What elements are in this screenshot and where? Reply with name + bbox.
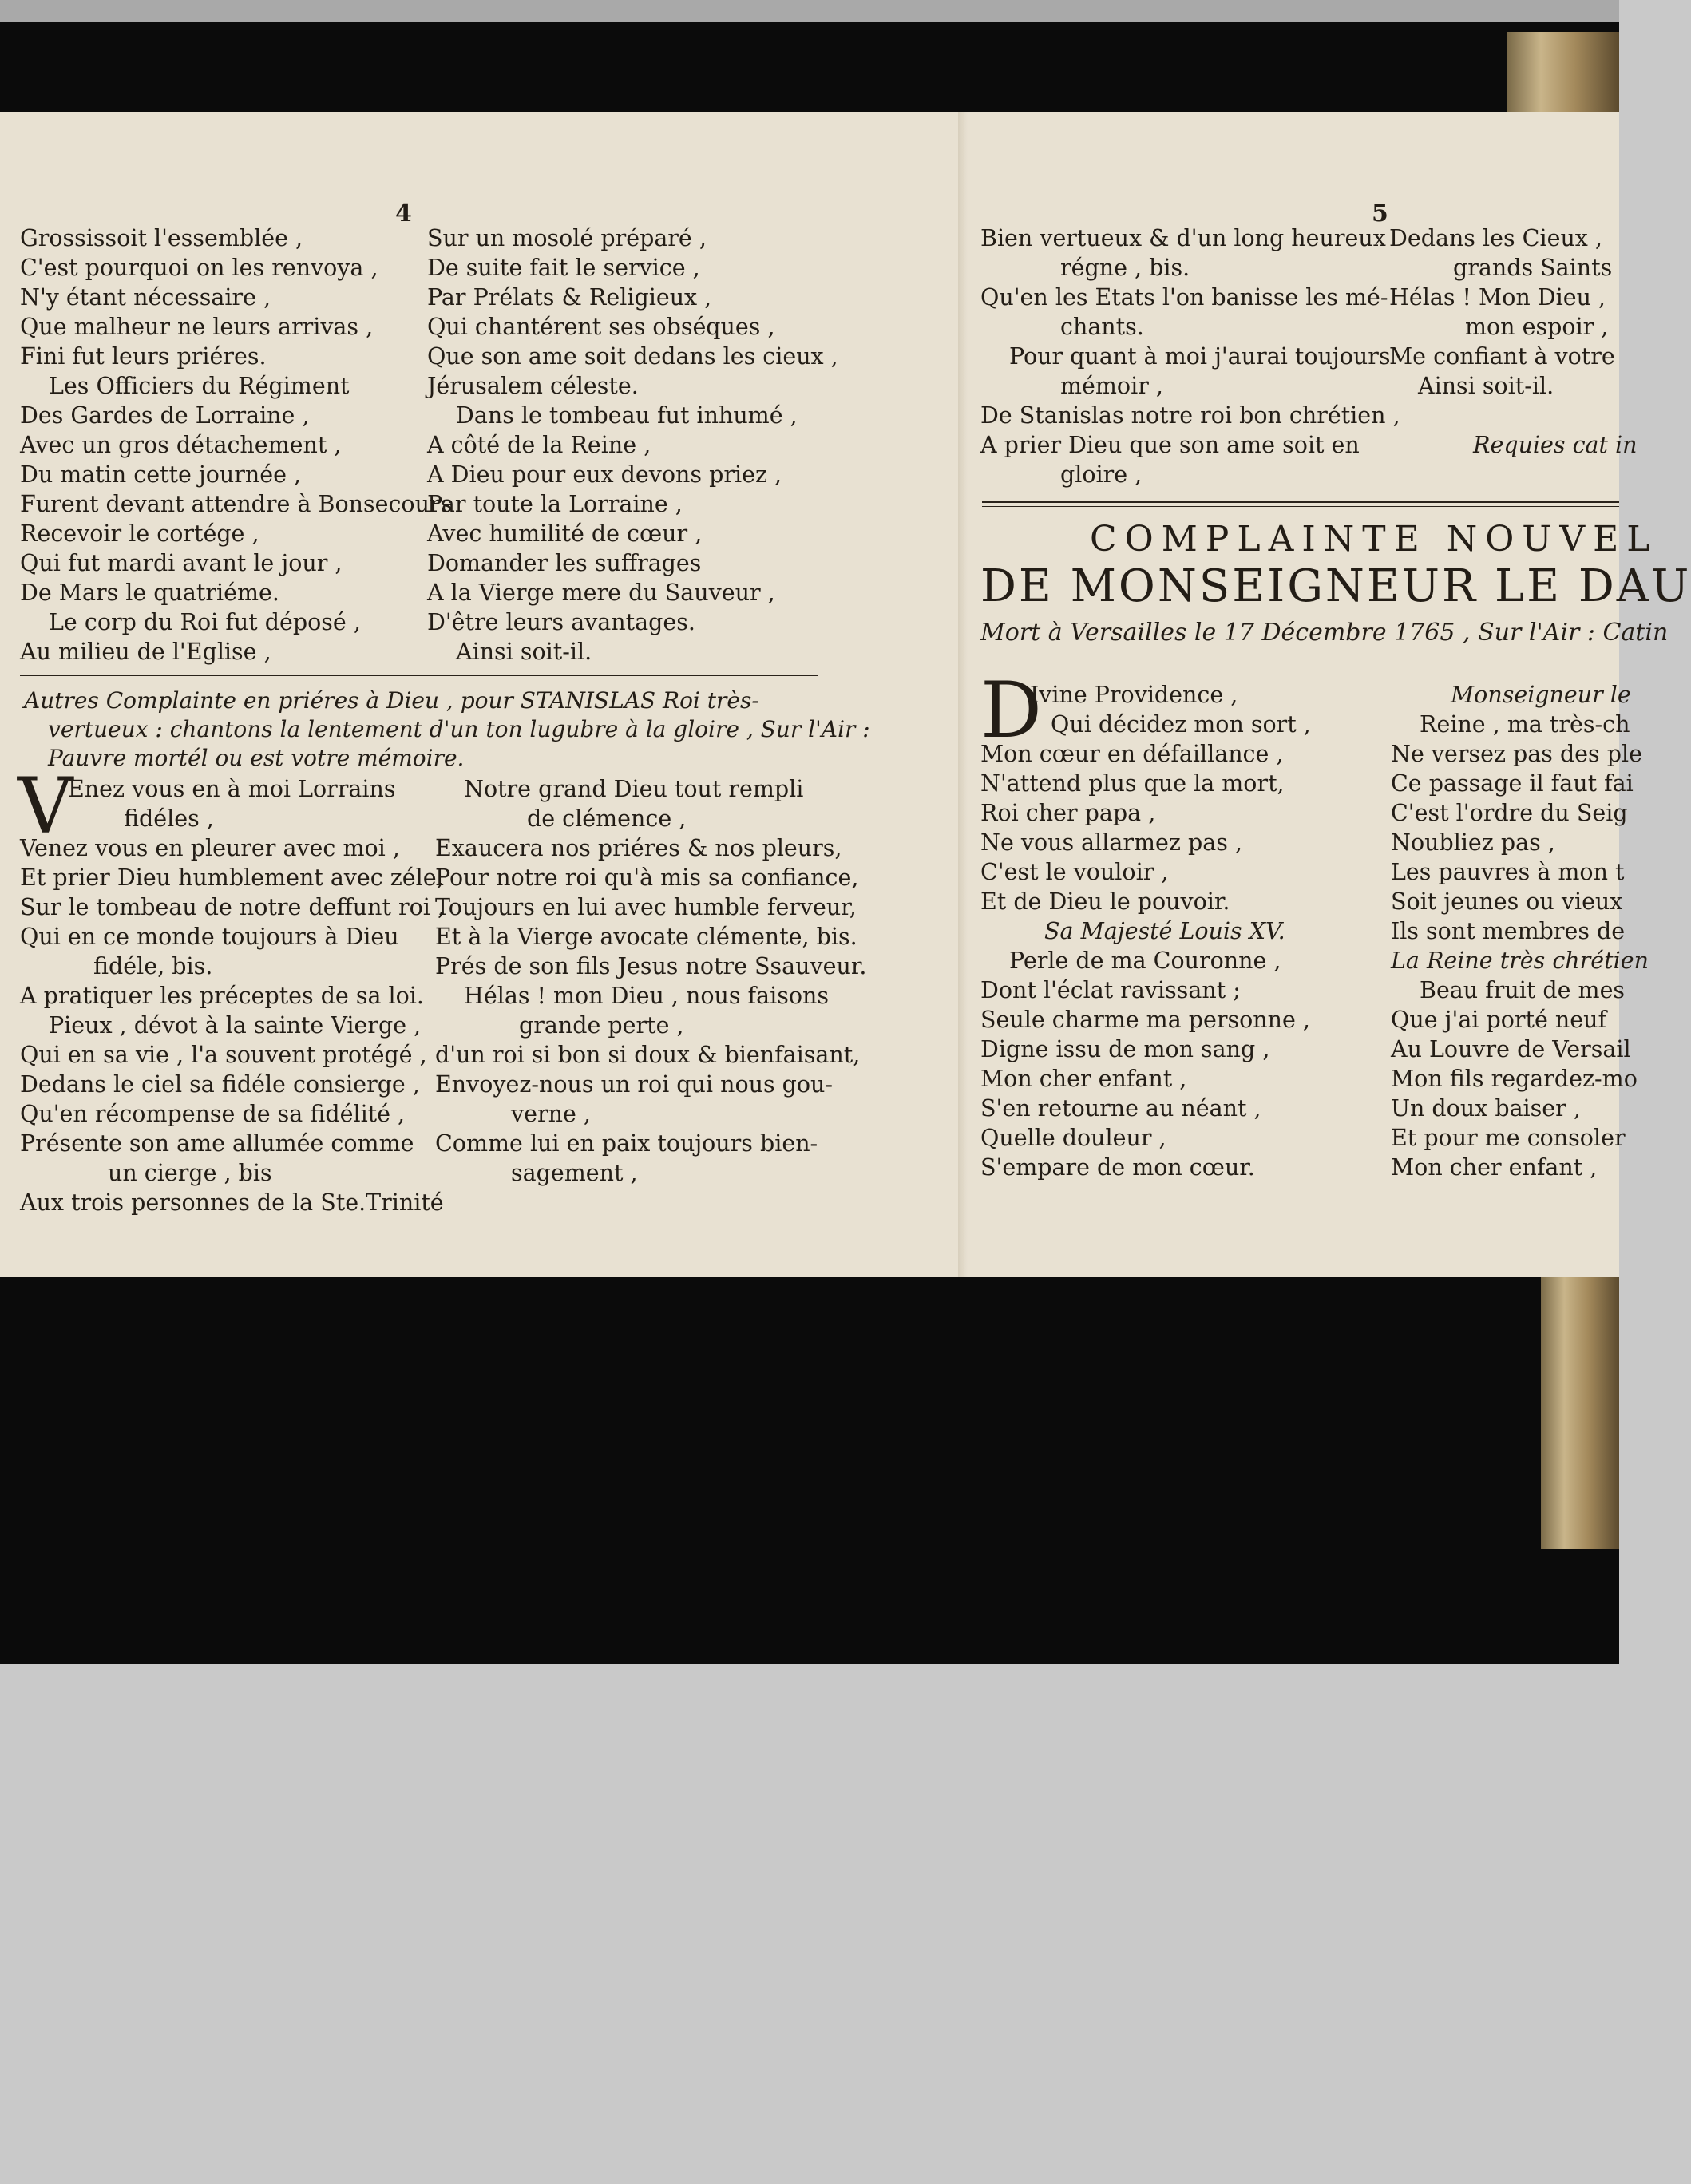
verse-line: Qui décidez mon sort , [1051, 711, 1311, 738]
verse-line: Qui en sa vie , l'a souvent protégé , [20, 1042, 427, 1068]
complaint-subtitle: Mort à Versailles le 17 Décembre 1765 , Sur l'Air : Catin [980, 619, 1669, 647]
verse-line: d'un roi si bon si doux & bienfaisant, [435, 1042, 861, 1068]
verse-line: Mon cœur en défaillance , [980, 741, 1284, 767]
verse-line: Au Louvre de Versail [1391, 1036, 1631, 1062]
verse-line: Quelle douleur , [980, 1125, 1166, 1151]
drop-cap-d: D [980, 666, 1042, 755]
verse-line: Qui fut mardi avant le jour , [20, 550, 343, 576]
verse-line: de clémence , [527, 805, 687, 832]
verse-line: Comme lui en paix toujours bien- [435, 1130, 818, 1157]
verse-line: De suite fait le service , [427, 255, 700, 281]
verse-line: Des Gardes de Lorraine , [20, 402, 310, 429]
verse-line: Furent devant attendre à Bonsecours [20, 491, 453, 517]
left-column-2 [427, 224, 838, 667]
verse-line: Pour quant à moi j'aurai toujours [1009, 343, 1391, 370]
verse-line: Ils sont membres de [1391, 918, 1626, 944]
verse-line: N'attend plus que la mort, [980, 770, 1285, 797]
verse-line: Aux trois personnes de la Ste.Trinité [20, 1189, 444, 1216]
complaint-title-line2: DE MONSEIGNEUR LE DAU [980, 560, 1691, 612]
heading-line: Autres Complainte en priéres à Dieu , pour STANISLAS Roi très- [24, 687, 759, 714]
verse-line: Toujours en lui avec humble ferveur, [435, 894, 857, 920]
verse-line: Et prier Dieu humblement avec zéle, [20, 864, 444, 891]
verse-line: verne , [511, 1101, 591, 1127]
verse-line: C'est pourquoi on les renvoya , [20, 255, 378, 281]
verse-line: Présente son ame allumée comme [20, 1130, 414, 1157]
verse-line: Seule charme ma personne , [980, 1007, 1310, 1033]
verse-line: C'est le vouloir , [980, 859, 1169, 885]
verse-line: Venez vous en pleurer avec moi , [20, 835, 400, 861]
verse-line: fidéle, bis. [93, 953, 213, 979]
verse-line: Bien vertueux & d'un long heureux [980, 225, 1386, 251]
verse-line: gloire , [1060, 461, 1143, 488]
verse-line: Mon cher enfant , [1391, 1154, 1598, 1181]
right-column-3 [980, 680, 1311, 1182]
verse-line: Enez vous en à moi Lorrains [68, 776, 396, 802]
right-column-4 [1391, 680, 1649, 1182]
verse-line: Ne versez pas des ple [1391, 741, 1642, 767]
verse-line: Hélas ! mon Dieu , nous faisons [464, 983, 829, 1009]
verse-line: A côté de la Reine , [427, 432, 651, 458]
verse-line: Recevoir le cortége , [20, 520, 259, 547]
verse-line: Les pauvres à mon t [1391, 859, 1625, 885]
verse-line: A pratiquer les préceptes de sa loi. [20, 983, 424, 1009]
verse-line: Les Officiers du Régiment [49, 373, 350, 399]
verse-line: La Reine très chrétien [1391, 948, 1649, 974]
verse-line: Prés de son fils Jesus notre Ssauveur. [435, 953, 867, 979]
title-divider-thin [982, 506, 1619, 507]
verse-line: Que j'ai porté neuf [1391, 1007, 1607, 1033]
verse-line: C'est l'ordre du Seig [1391, 800, 1628, 826]
verse-line: Et de Dieu le pouvoir. [980, 888, 1230, 915]
verse-line: De Stanislas notre roi bon chrétien , [980, 402, 1400, 429]
verse-line: Un doux baiser , [1391, 1095, 1581, 1122]
verse-line: Jérusalem céleste. [427, 373, 639, 399]
verse-line: Me confiant à votre [1389, 343, 1615, 370]
verse-line: Ne vous allarmez pas , [980, 829, 1242, 856]
verse-line: Avec humilité de cœur , [427, 520, 703, 547]
verse-line: un cierge , bis [108, 1160, 272, 1186]
verse-line: Qui chantérent ses obséques , [427, 314, 775, 340]
verse-line: Domander les suffrages [427, 550, 702, 576]
heading-line: Pauvre mortél ou est votre mémoire. [48, 745, 465, 771]
verse-line: Mon fils regardez-mo [1391, 1066, 1638, 1092]
verse-line: Perle de ma Couronne , [1009, 948, 1281, 974]
verse-line: mémoir , [1060, 373, 1163, 399]
left-column-4 [435, 774, 866, 1188]
verse-line: grande perte , [519, 1012, 684, 1039]
heading-line: vertueux : chantons la lentement d'un ton lugubre à la gloire , Sur l'Air : [48, 716, 870, 742]
verse-line: S'en retourne au néant , [980, 1095, 1261, 1122]
scan-top-margin [0, 0, 1619, 22]
verse-line: Par Prélats & Religieux , [427, 284, 712, 311]
verse-line: Dont l'éclat ravissant ; [980, 977, 1241, 1003]
verse-line: Que son ame soit dedans les cieux , [427, 343, 838, 370]
right-column-1 [980, 224, 1400, 489]
verse-line: Mon cher enfant , [980, 1066, 1187, 1092]
verse-line: Hélas ! Mon Dieu , [1389, 284, 1606, 311]
verse-line: Et pour me consoler [1391, 1125, 1626, 1151]
verse-line: Beau fruit de mes [1420, 977, 1626, 1003]
page-number-right: 5 [1372, 200, 1388, 228]
complaint-title-line1: COMPLAINTE NOUVEL [1090, 519, 1658, 560]
verse-line: Roi cher papa , [980, 800, 1156, 826]
verse-line: Notre grand Dieu tout rempli [464, 776, 804, 802]
verse-line: A Dieu pour eux devons priez , [427, 461, 782, 488]
verse-line: Dedans les Cieux , [1389, 225, 1602, 251]
verse-line: Qui en ce monde toujours à Dieu [20, 924, 399, 950]
page-number-left: 4 [395, 200, 412, 228]
verse-line: Ainsi soit-il. [456, 639, 592, 665]
second-complaint-heading [24, 686, 870, 773]
verse-line: Fini fut leurs priéres. [20, 343, 267, 370]
verse-line: Sa Majesté Louis XV. [1044, 918, 1285, 944]
verse-line: Sur le tombeau de notre deffunt roi , [20, 894, 446, 920]
title-divider [982, 501, 1619, 503]
verse-line: Exaucera nos priéres & nos pleurs, [435, 835, 842, 861]
verse-line: Pour notre roi qu'à mis sa confiance, [435, 864, 859, 891]
verse-line: Avec un gros détachement , [20, 432, 342, 458]
verse-line: Du matin cette journée , [20, 461, 302, 488]
verse-line: Et à la Vierge avocate clémente, bis. [435, 924, 857, 950]
verse-line: Reine , ma très-ch [1420, 711, 1630, 738]
verse-line: Dedans le ciel sa fidéle consierge , [20, 1071, 420, 1098]
verse-line: régne , bis. [1060, 255, 1190, 281]
left-column-1 [20, 224, 452, 667]
verse-line: Ce passage il faut fai [1391, 770, 1634, 797]
verse-line: Ainsi soit-il. [1418, 373, 1554, 399]
verse-line: Digne issu de mon sang , [980, 1036, 1270, 1062]
verse-line: Noubliez pas , [1391, 829, 1555, 856]
page-gutter [958, 112, 968, 1277]
verse-line: Monseigneur le [1451, 682, 1631, 708]
verse-line: chants. [1060, 314, 1144, 340]
verse-line: D'être leurs avantages. [427, 609, 695, 635]
verse-line: N'y étant nécessaire , [20, 284, 271, 311]
book-spine-edge-bottom [1541, 1277, 1619, 1549]
verse-line: Le corp du Roi fut déposé , [49, 609, 361, 635]
verse-line: Sur un mosolé préparé , [427, 225, 707, 251]
verse-line: Envoyez-nous un roi qui nous gou- [435, 1071, 834, 1098]
verse-line: A la Vierge mere du Sauveur , [427, 580, 775, 606]
verse-line: S'empare de mon cœur. [980, 1154, 1255, 1181]
verse-line [1389, 401, 1638, 430]
left-column-3 [20, 774, 445, 1217]
right-column-2 [1389, 224, 1638, 460]
verse-line: Ivine Providence , [1030, 682, 1238, 708]
verse-line: sagement , [511, 1160, 638, 1186]
verse-line: Que malheur ne leurs arrivas , [20, 314, 374, 340]
verse-line: Par toute la Lorraine , [427, 491, 683, 517]
verse-line: Qu'en récompense de sa fidélité , [20, 1101, 406, 1127]
verse-line: De Mars le quatriéme. [20, 580, 279, 606]
verse-line: Pieux , dévot à la sainte Vierge , [49, 1012, 422, 1039]
drop-cap-v: V [18, 762, 73, 851]
verse-line: Soit jeunes ou vieux [1391, 888, 1623, 915]
verse-line: Qu'en les Etats l'on banisse les mé- [980, 284, 1388, 311]
verse-line: fidéles , [124, 805, 214, 832]
verse-line: Grossissoit l'essemblée , [20, 225, 303, 251]
verse-line: Requies cat in [1473, 432, 1638, 458]
document-sheet [0, 112, 1691, 1277]
verse-line: Au milieu de l'Eglise , [20, 639, 271, 665]
verse-line: Dans le tombeau fut inhumé , [456, 402, 798, 429]
verse-line: mon espoir , [1465, 314, 1609, 340]
verse-line: grands Saints [1453, 255, 1613, 281]
verse-line: A prier Dieu que son ame soit en [980, 432, 1360, 458]
section-divider [20, 675, 818, 676]
